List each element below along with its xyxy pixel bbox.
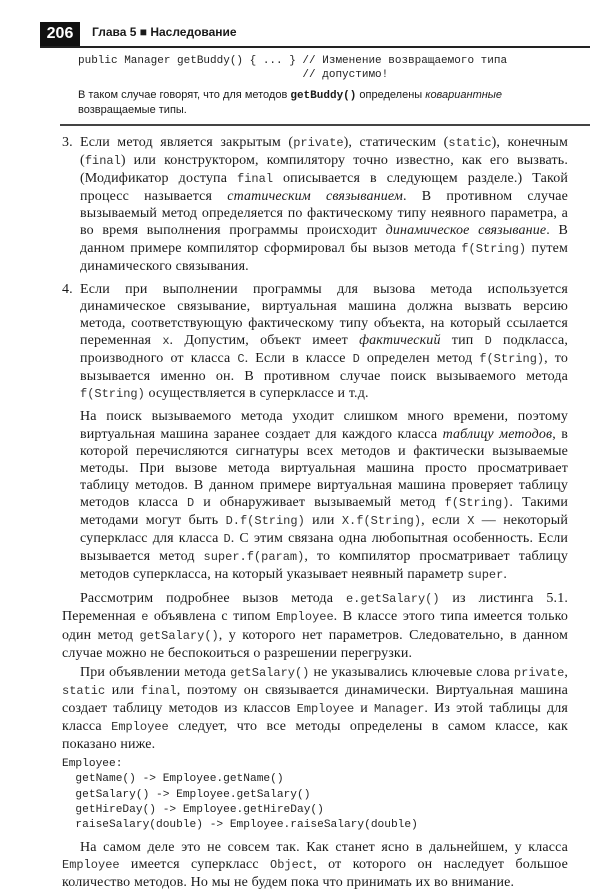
note-code: public Manager getBuddy() { ... } // Изменение возвращаемого типа // допустимо! <box>78 55 508 81</box>
text-run: ), статическим ( <box>343 135 449 150</box>
text-run: имеется суперкласс <box>119 857 270 873</box>
text-run: объявлена с типом <box>148 609 277 625</box>
inline-code: getSalary() <box>139 628 219 643</box>
inline-code: X <box>467 513 475 528</box>
inline-code: e.getSalary() <box>345 592 440 607</box>
inline-code: X.f(String) <box>341 513 422 528</box>
list-item-4 <box>62 281 568 404</box>
inline-code: static <box>448 136 492 150</box>
inline-code: private <box>293 136 344 150</box>
text-run: ), конечным ( <box>80 135 568 169</box>
text-run: , в которой перечисляются сигнатуры всех методов и фактически вызываемые методы. При вызове метода виртуальная машина просто просматривает таблицу методов. В данном примере виртуальная машина проверяет таблицу методов класса <box>80 426 569 510</box>
text-run: определены <box>356 89 426 101</box>
inline-code: f(String) <box>444 495 510 510</box>
inline-code: x <box>162 334 170 349</box>
text-run: из листинга 5.1. Переменная <box>62 591 568 625</box>
inline-code: Employee <box>62 858 120 873</box>
inline-code: D <box>484 334 492 349</box>
text-run: Если при выполнении программы для вызова метода используется динамическое связывание, виртуальная машина должна вызвать версию метода, соответствующую фактическому типу объекта, на который ссылается переменная <box>80 281 568 349</box>
text-run: Если метод является закрытым ( <box>80 135 294 150</box>
text-run: следует, что все методы определены в самом классе, как показано ниже. <box>62 719 568 753</box>
text-run: возвращаемые типы. <box>78 104 187 116</box>
inline-code: getSalary() <box>230 665 310 680</box>
text-run: . Допустим, объект имеет <box>169 333 360 349</box>
emphasis: ковариантные <box>425 89 503 101</box>
text-run: или <box>304 512 342 528</box>
inline-code: Employee <box>296 701 355 716</box>
text-run: , у которого нет параметров. Следовательно, в данном случае можно не беспокоиться о разрешении перегрузки. <box>62 627 568 661</box>
text-run: . Такими методами могут быть <box>80 494 568 528</box>
text-run: или <box>105 682 141 698</box>
inline-code: Manager <box>374 701 425 716</box>
text-run: осуществляется в суперклассе и т.д. <box>144 386 369 402</box>
text-run: определен метод <box>359 351 480 367</box>
text-run: описывается в следующем разделе.) Такой процесс называется <box>80 171 568 205</box>
text-run: . В данном примере компилятор сформировал бы вызов метода <box>80 223 568 256</box>
inline-code: f(String) <box>479 352 545 367</box>
text-run: . <box>503 567 507 583</box>
text-run: . В противном случае вызываемый метод определяется по фактическому типу неявного параметра, а во время выполнения программы происходит <box>80 189 569 239</box>
text-run: . Из этой таблицы для класса <box>62 700 568 734</box>
inline-code: final <box>237 172 274 187</box>
emphasis: динамическое связывание <box>385 223 547 239</box>
main-text <box>62 134 568 895</box>
note-divider <box>60 124 590 126</box>
text-run: , <box>564 664 568 680</box>
text-run: Рассмотрим подробнее вызов метода <box>80 591 346 607</box>
text-run: На поиск вызываемого метода уходит слишком много времени, поэтому виртуальная машина заранее создает для каждого класса <box>80 409 568 442</box>
paragraph <box>62 590 568 661</box>
text-run: тип <box>440 333 485 349</box>
inline-code: e <box>141 610 149 625</box>
item-number: 4. <box>62 281 73 297</box>
chapter-title: Глава 5 ■ Наследование <box>92 25 237 39</box>
inline-code: Object <box>270 858 314 873</box>
inline-code: private <box>513 665 565 680</box>
text-run: При объявлении метода <box>80 664 231 680</box>
note-text <box>78 88 578 117</box>
text-run: . В классе этого типа имеется только один метод <box>62 609 568 643</box>
text-run: и обнаруживает вызываемый метод <box>194 494 445 510</box>
text-run: , если <box>421 512 468 528</box>
text-run: не указывались ключевые слова <box>309 664 514 680</box>
inline-code: D.f(String) <box>225 513 305 528</box>
inline-code: final <box>84 154 121 169</box>
item-number: 3. <box>62 135 73 150</box>
paragraph <box>62 664 568 753</box>
inline-code: D <box>352 352 360 367</box>
item-text <box>80 282 568 402</box>
text-run: . С этим связана одна любопытная особенность. Если вызывается метод <box>80 531 568 565</box>
text-run: , от которого он наследует большое количество методов. Но мы не будем пока что принимать их во внимание. <box>62 857 568 891</box>
text-run: , то компилятор просматривает таблицу методов суперкласса, на который указывает неявный параметр <box>80 549 568 583</box>
inline-code: Employee <box>276 610 334 625</box>
inline-code: f(String) <box>80 387 145 402</box>
emphasis: статическим связыванием <box>227 189 403 205</box>
text-run: путем динамического связывания. <box>80 240 568 274</box>
inline-code: D <box>223 532 231 547</box>
inline-code: Employee <box>111 720 169 734</box>
final-paragraph <box>62 839 568 891</box>
inline-code: super <box>467 568 504 583</box>
inline-code: final <box>140 683 177 698</box>
text-run: — некоторый суперкласс для класса <box>80 512 569 547</box>
text-run: В таком случае говорят, что для методов <box>78 89 291 101</box>
text-run: . Если в классе <box>244 351 353 367</box>
item-4-continuation <box>62 408 568 584</box>
code-listing: Employee: getName() -> Employee.getName() getSalary() -> Employee.getSalary() getHireDay() -> Employee.getHireDay() raiseSalary(double) -> Employee.raiseSalary(double) <box>62 758 418 831</box>
item-text <box>80 135 568 274</box>
inline-code: static <box>62 683 106 698</box>
text-run: На самом деле это не совсем так. Как станет ясно в дальнейшем, у класса <box>80 840 568 856</box>
text-run: , то вызывается именно он. В противном случае поиск вызываемого метода <box>80 351 568 385</box>
note-box <box>78 54 578 117</box>
list-item-3 <box>62 134 568 275</box>
inline-code: D <box>187 495 195 510</box>
text-run: подкласса, производного от класса <box>80 333 568 367</box>
emphasis: таблицу методов <box>442 426 553 442</box>
inline-code: f(String) <box>461 241 527 256</box>
inline-code: super.f(param) <box>203 550 305 565</box>
inline-code: C <box>237 352 245 367</box>
page-number: 206 <box>40 22 80 46</box>
running-header <box>40 22 590 48</box>
inline-code: getBuddy() <box>290 90 357 102</box>
emphasis: фактический <box>359 333 441 349</box>
text-run: и <box>354 700 374 716</box>
text-run: ) или конструктором, компилятору точно известно, как его вызвать. (Модификатор доступа <box>80 153 568 187</box>
text-run: , поэтому он связывается динамически. Виртуальная машина создает таблицу методов из классов <box>62 682 568 716</box>
